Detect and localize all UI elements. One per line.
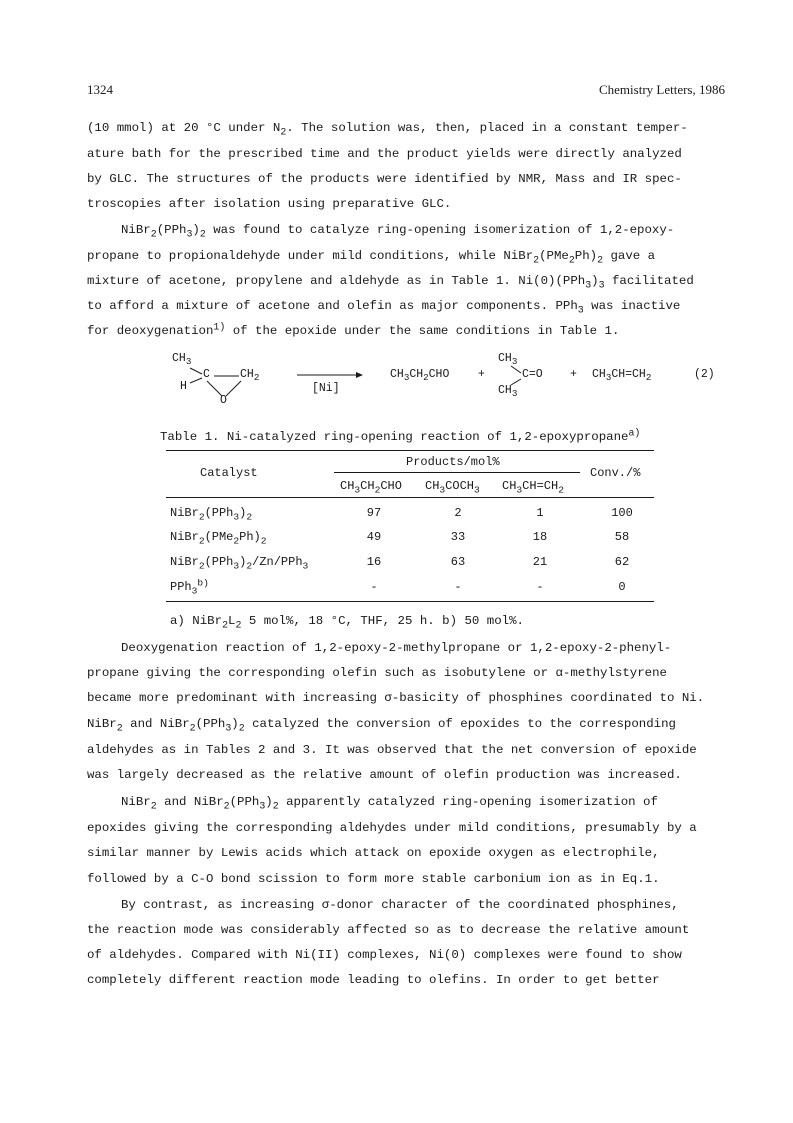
para3-line: propane giving the corresponding olefin such as isobutylene or α-methylstyrene	[87, 666, 667, 680]
ketone-carbonyl: C=O	[522, 368, 543, 381]
header-propanal: $CH_3CH_2CHO$	[340, 479, 402, 496]
epoxide-carbon: C	[203, 368, 210, 381]
product-propanal: $CH_3CH_2CHO$	[390, 368, 450, 384]
table-cell: 16	[366, 555, 382, 569]
table-cell: 21	[532, 555, 548, 569]
table-cell: 1	[536, 506, 544, 520]
header-catalyst: Catalyst	[200, 466, 258, 480]
table-cell: 33	[450, 530, 466, 544]
para4-line: similar manner by Lewis acids which attack on epoxide oxygen as electrophile,	[87, 846, 660, 860]
para3-line: was largely decreased as the relative amount of olefin production was increased.	[87, 768, 682, 782]
table-cell: 49	[366, 530, 382, 544]
table-cell: 58	[614, 530, 630, 544]
para1-line: by GLC. The structures of the products were identified by NMR, Mass and IR spec-	[87, 172, 682, 186]
plus-sign: +	[570, 368, 577, 381]
para1-line: (10 mmol) at 20 °C under $N_2$. The solution was, then, placed in a constant temper-	[87, 121, 688, 138]
ketone-methyl-top: $CH_3$	[498, 352, 518, 368]
epoxide-hydrogen: H	[180, 380, 187, 393]
para5-line: of aldehydes. Compared with Ni(II) complexes, Ni(0) complexes were found to show	[87, 948, 682, 962]
journal-header: Chemistry Letters, 1986	[598, 82, 725, 97]
products-rule	[334, 472, 580, 473]
epoxide-methylene: $CH_2$	[240, 368, 260, 384]
table-footnote: a) $NiBr_2L_2$ 5 mol%, 18 °C, THF, 25 h. b) 50 mol%.	[170, 614, 524, 631]
catalyst-label: [Ni]	[312, 382, 340, 395]
para1-line: troscopies after isolation using preparative GLC.	[87, 197, 452, 211]
header-products: Products/mol%	[406, 455, 500, 469]
table-row-catalyst: $NiBr_2(PMe_2Ph)_2$	[170, 530, 267, 547]
para2-line: $NiBr_2(PPh_3)_2$ was found to catalyze ring-opening isomerization of 1,2-epoxy-	[121, 223, 675, 240]
para5-line: By contrast, as increasing σ-donor character of the coordinated phosphines,	[121, 898, 679, 912]
para3-line: NiBr$_2$ and $NiBr_2(PPh_3)_2$ catalyzed the conversion of epoxides to the corresponding	[87, 717, 676, 734]
epoxide-methyl: $CH_3$	[172, 352, 192, 368]
para4-line: followed by a C-O bond scission to form more stable carbonium ion as in Eq.1.	[87, 872, 660, 886]
para5-line: the reaction mode was considerably affected so as to decrease the relative amount	[87, 923, 690, 937]
header-propylene: $CH_3CH=CH_2$	[502, 479, 564, 496]
table-cell: -	[536, 580, 544, 594]
reaction-equation	[160, 350, 720, 410]
table-top-rule	[166, 450, 654, 451]
table-row-catalyst: $NiBr_2(PPh_3)_2$	[170, 506, 253, 523]
table-cell: 100	[611, 506, 633, 520]
para2-line: propane to propionaldehyde under mild conditions, while $NiBr_2(PMe_2Ph)_2$ gave a	[87, 249, 656, 266]
table-cell: 97	[366, 506, 382, 520]
para3-line: Deoxygenation reaction of 1,2-epoxy-2-methylpropane or 1,2-epoxy-2-phenyl-	[121, 641, 672, 655]
para4-line: NiBr$_2$ and $NiBr_2(PPh_3)_2$ apparently catalyzed ring-opening isomerization of	[121, 795, 658, 812]
table-cell: -	[454, 580, 462, 594]
ketone-methyl-bottom: $CH_3$	[498, 384, 518, 400]
table-cell: 2	[454, 506, 462, 520]
para2-line: to afford a mixture of acetone and olefin as major components. PPh$_3$ was inactive	[87, 299, 681, 316]
para3-line: became more predominant with increasing σ-basicity of phosphines coordinated to Ni.	[87, 691, 705, 705]
table-cell: 63	[450, 555, 466, 569]
page-number: 1324	[87, 82, 113, 97]
table-row-catalyst: PPh$_3^{b)}$	[170, 577, 209, 597]
header-acetone: $CH_3COCH_3$	[425, 479, 480, 496]
table-cell: 62	[614, 555, 630, 569]
header-conversion: Conv./%	[590, 466, 641, 480]
table-row-catalyst: $NiBr_2(PPh_3)_2/Zn/PPh_3$	[170, 555, 309, 572]
para3-line: aldehydes as in Tables 2 and 3. It was observed that the net conversion of epoxide	[87, 743, 697, 757]
para4-line: epoxides giving the corresponding aldehydes under mild conditions, presumably by a	[87, 821, 697, 835]
epoxide-oxygen: O	[220, 394, 227, 407]
para1-line: ature bath for the prescribed time and the product yields were directly analyzed	[87, 147, 682, 161]
table-caption: Table 1. Ni-catalyzed ring-opening reaction of 1,2-epoxypropane$^{a)}$	[160, 427, 641, 444]
equation-number: (2)	[694, 368, 715, 381]
product-propylene: $CH_3CH=CH_2$	[592, 368, 652, 384]
table-cell: 0	[618, 580, 626, 594]
table-cell: -	[370, 580, 378, 594]
plus-sign: +	[478, 368, 485, 381]
data-table	[166, 448, 654, 608]
para2-line: mixture of acetone, propylene and aldehyde as in Table 1. $Ni(0)(PPh_3)_3$ facilitated	[87, 274, 694, 291]
table-header-rule	[166, 497, 654, 498]
table-bottom-rule	[166, 601, 654, 602]
para2-line: for deoxygenation$^{1)}$ of the epoxide under the same conditions in Table 1.	[87, 321, 620, 338]
table-cell: 18	[532, 530, 548, 544]
para5-line: completely different reaction mode leading to olefins. In order to get better	[87, 973, 660, 987]
